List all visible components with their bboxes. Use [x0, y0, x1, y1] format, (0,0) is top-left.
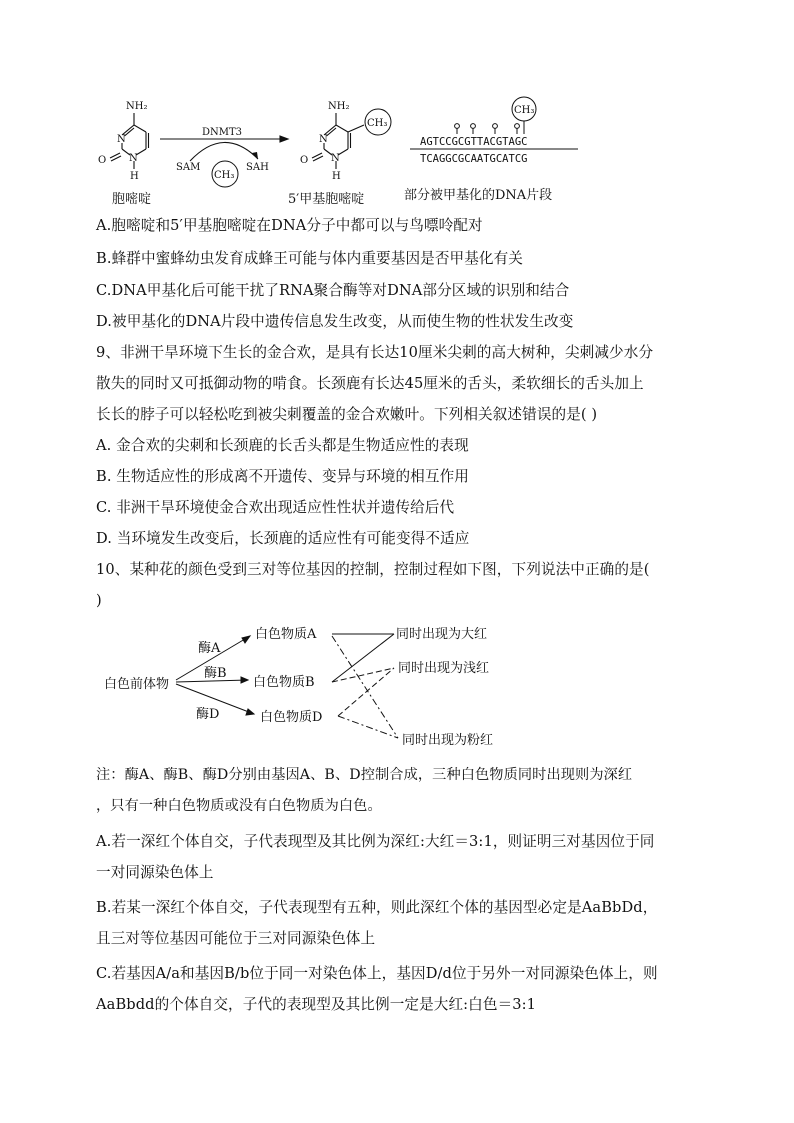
methylcytosine-hydrogen: H — [332, 171, 341, 182]
cytosine-hydrogen: H — [130, 171, 139, 182]
enzyme-dnmt3: DNMT3 — [202, 127, 243, 138]
q9-option-b: B. 生物适应性的形成离不开遗传、变异与环境的相互作用 — [96, 468, 469, 485]
sah-label: SAH — [246, 162, 269, 173]
q10-option-a-line-2: 一对同源染色体上 — [96, 864, 214, 881]
cytosine-n3: N — [117, 134, 126, 145]
flower-color-pathway-diagram — [100, 618, 520, 758]
q8-option-d: D.被甲基化的DNA片段中遗传信息发生改变，从而使生物的性状发生改变 — [96, 313, 574, 330]
combination-lines — [332, 634, 398, 738]
methylcytosine-methyl-label: CH₃ — [367, 118, 388, 129]
q10-stem-line-2: ) — [96, 592, 102, 609]
q9-stem-line-3: 长长的脖子可以轻松吃到被尖刺覆盖的金合欢嫩叶。下列相关叙述错误的是( ) — [96, 406, 598, 423]
dna-methyl-marks — [455, 121, 524, 134]
caption-methylcytosine: 5′甲基胞嘧啶 — [288, 192, 365, 207]
q9-stem-line-2: 散失的同时又可抵御动物的啃食。长颈鹿有长达45厘米的舌头，柔软细长的舌头加上 — [96, 375, 644, 392]
cytosine-n1: N — [129, 153, 138, 164]
result-deep-red: 同时出现为大红 — [396, 627, 488, 642]
precursor-label: 白色前体物 — [104, 677, 170, 692]
q10-option-b-line-1: B.若某一深红个体自交，子代表现型有五种，则此深红个体的基因型必定是AaBbDd， — [96, 899, 658, 916]
methylation-figure — [90, 95, 700, 210]
q9-option-a: A. 金合欢的尖刺和长颈鹿的长舌头都是生物适应性的表现 — [96, 437, 469, 454]
result-pink: 同时出现为粉红 — [402, 733, 494, 748]
enzyme-d-label: 酶D — [196, 707, 220, 722]
enzyme-b-label: 酶B — [204, 666, 227, 681]
caption-cytosine: 胞嘧啶 — [112, 192, 152, 207]
methylcytosine-amine: NH₂ — [328, 101, 350, 112]
substance-d-label: 白色物质D — [260, 710, 323, 725]
result-light-red: 同时出现为浅红 — [398, 661, 490, 676]
q10-option-c-line-1: C.若基因A/a和基因B/b位于同一对染色体上，基因D/d位于另外一对同源染色体上，则 — [96, 965, 658, 982]
enzyme-a-label: 酶A — [198, 641, 221, 656]
cytosine-oxygen: O — [98, 155, 107, 166]
q8-option-c: C.DNA甲基化后可能干扰了RNA聚合酶等对DNA部分区域的识别和结合 — [96, 282, 570, 299]
caption-dna-fragment: 部分被甲基化的DNA片段 — [404, 188, 553, 203]
substance-b-label: 白色物质B — [253, 675, 315, 690]
q10-note-line-1: 注：酶A、酶B、酶D分别由基因A、B、D控制合成，三种白色物质同时出现则为深红 — [96, 767, 633, 783]
q8-option-b: B.蜂群中蜜蜂幼虫发育成蜂王可能与体内重要基因是否甲基化有关 — [96, 250, 523, 267]
dna-bottom-strand: TCAGGCGCAATGCATCG — [420, 153, 528, 165]
q8-option-a: A.胞嘧啶和5′甲基胞嘧啶在DNA分子中都可以与鸟嘌呤配对 — [96, 217, 483, 234]
q9-option-d: D. 当环境发生改变后，长颈鹿的适应性有可能变得不适应 — [96, 530, 470, 547]
methylcytosine-n1: N — [331, 153, 340, 164]
q10-option-a-line-1: A.若一深红个体自交，子代表现型及其比例为深红:大红＝3:1，则证明三对基因位于同 — [96, 833, 655, 850]
q10-stem-line-1: 10、某种花的颜色受到三对等位基因的控制，控制过程如下图，下列说法中正确的是( — [96, 561, 650, 578]
substance-a-label: 白色物质A — [255, 627, 317, 642]
dna-top-strand: AGTCCGCGTTACGTAGC — [420, 136, 528, 148]
methylcytosine-oxygen: O — [300, 155, 309, 166]
q10-note-line-2: ，只有一种白色物质或没有白色物质为白色。 — [96, 798, 382, 814]
cytosine-amine: NH₂ — [126, 101, 148, 112]
reaction-arrow — [160, 136, 288, 161]
methyl-group-label: CH₃ — [214, 170, 235, 181]
dna-methyl-label: CH₃ — [514, 105, 535, 116]
q10-option-b-line-2: 且三对等位基因可能位于三对同源染色体上 — [96, 930, 376, 947]
methylcytosine-n3: N — [319, 134, 328, 145]
q10-option-c-line-2: AaBbdd的个体自交，子代的表现型及其比例一定是大红:白色＝3:1 — [96, 996, 537, 1013]
q9-stem-line-1: 9、非洲干旱环境下生长的金合欢，是具有长达10厘米尖刺的高大树种，尖刺减少水分 — [96, 344, 654, 361]
q9-option-c: C. 非洲干旱环境使金合欢出现适应性性状并遗传给后代 — [96, 499, 455, 516]
sam-label: SAM — [176, 162, 201, 173]
